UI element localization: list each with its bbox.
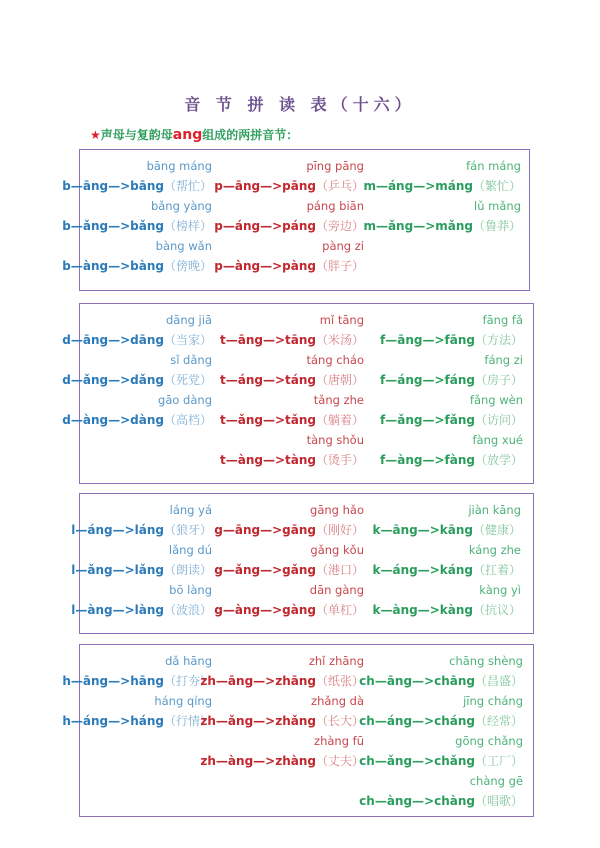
- syllable-column-2: [214, 500, 364, 620]
- syllable-entry: [380, 350, 523, 390]
- pinyin-word: pàng zi: [322, 239, 364, 253]
- spelling-formula: [373, 560, 522, 580]
- formula-text: f—ǎng—>fǎng: [380, 413, 475, 427]
- pinyin-word: zhàng fū: [314, 734, 364, 748]
- formula-text: m—ǎng—>mǎng: [363, 219, 473, 233]
- pinyin-word: zhǐ zhāng: [308, 654, 364, 668]
- pinyin-word: páng biān: [306, 199, 364, 213]
- formula-text: t—àng—>tàng: [219, 453, 316, 467]
- spelling-formula: [220, 330, 364, 350]
- formula-text: b—àng—>bàng: [62, 259, 164, 273]
- spelling-formula: [62, 330, 212, 350]
- syllable-entry: [220, 430, 364, 470]
- syllable-entry: [359, 691, 523, 731]
- chinese-word: （死党）: [163, 373, 212, 387]
- pinyin-word: gǎng kǒu: [310, 543, 364, 557]
- chinese-word: （房子）: [474, 373, 523, 387]
- formula-text: f—áng—>fáng: [380, 373, 475, 387]
- formula-text: h—āng—>hāng: [62, 674, 164, 688]
- chinese-word: （放学）: [474, 453, 523, 467]
- syllable-entry: [71, 540, 212, 580]
- syllable-entry: [62, 236, 212, 276]
- syllable-column-3: [359, 651, 523, 811]
- pinyin-word: káng zhe: [468, 543, 521, 557]
- pinyin-word: sǐ dǎng: [170, 353, 212, 367]
- star-icon: ★: [90, 128, 101, 142]
- chinese-word: （旁边）: [315, 219, 364, 233]
- spelling-formula: [380, 410, 523, 430]
- formula-text: b—ǎng—>bǎng: [62, 219, 164, 233]
- pinyin-word: láng yá: [169, 503, 212, 517]
- syllable-entry: [62, 691, 212, 731]
- syllable-entry: [373, 500, 522, 540]
- pinyin-word: jiàn kāng: [468, 503, 521, 517]
- syllable-entry: [380, 310, 523, 350]
- formula-text: p—àng—>pàng: [214, 259, 316, 273]
- formula-text: k—àng—>kàng: [372, 603, 473, 617]
- pinyin-word: fáng zi: [484, 353, 523, 367]
- spelling-formula: [359, 751, 523, 771]
- chinese-word: （丈夫）: [315, 754, 364, 768]
- chinese-word: （躺着）: [315, 413, 364, 427]
- chinese-word: （波浪）: [163, 603, 212, 617]
- spelling-formula: [214, 176, 364, 196]
- formula-text: ch—àng—>chàng: [359, 794, 475, 808]
- spelling-formula: [214, 520, 364, 540]
- spelling-formula: [62, 410, 212, 430]
- chinese-word: （扛着）: [472, 563, 521, 577]
- syllable-column-3: [380, 310, 523, 470]
- formula-text: l—àng—>làng: [71, 603, 164, 617]
- pinyin-word: mǐ tāng: [319, 313, 364, 327]
- pinyin-word: chāng shèng: [449, 654, 523, 668]
- pinyin-word: fán máng: [466, 159, 521, 173]
- syllable-entry: [363, 156, 521, 196]
- spelling-formula: [363, 176, 521, 196]
- pinyin-word: gōng chǎng: [455, 734, 523, 748]
- pinyin-word: táng cháo: [306, 353, 364, 367]
- syllable-entry: [62, 651, 212, 691]
- syllable-box-1: [62, 149, 530, 291]
- syllable-box-4: [62, 644, 534, 817]
- chinese-word: （行情）: [163, 714, 212, 728]
- spelling-formula: [200, 671, 364, 691]
- syllable-entry: [380, 430, 523, 470]
- syllable-entry: [214, 540, 364, 580]
- spelling-formula: [380, 330, 523, 350]
- spelling-formula: [359, 711, 523, 731]
- spelling-formula: [359, 671, 523, 691]
- chinese-word: （纸张）: [315, 674, 364, 688]
- pinyin-word: lǔ mǎng: [474, 199, 521, 213]
- pinyin-word: bàng wǎn: [155, 239, 212, 253]
- syllable-entry: [359, 651, 523, 691]
- formula-text: t—áng—>táng: [219, 373, 316, 387]
- spelling-formula: [220, 450, 364, 470]
- formula-text: f—āng—>fāng: [380, 333, 475, 347]
- syllable-entry: [200, 691, 364, 731]
- syllable-entry: [200, 651, 364, 691]
- syllable-entry: [214, 196, 364, 236]
- formula-text: d—àng—>dàng: [62, 413, 164, 427]
- spelling-formula: [214, 560, 364, 580]
- chinese-word: （港口）: [315, 563, 364, 577]
- formula-text: g—àng—>gàng: [214, 603, 316, 617]
- formula-text: l—ǎng—>lǎng: [71, 563, 164, 577]
- formula-text: zh—āng—>zhāng: [200, 674, 316, 688]
- syllable-entry: [71, 580, 212, 620]
- pinyin-word: dān gàng: [309, 583, 364, 597]
- syllable-entry: [62, 196, 212, 236]
- pinyin-word: tàng shǒu: [306, 433, 364, 447]
- chinese-word: （刚好）: [315, 523, 364, 537]
- chinese-word: （长大）: [315, 714, 364, 728]
- chinese-word: （访问）: [474, 413, 523, 427]
- spelling-formula: [71, 560, 212, 580]
- spelling-formula: [62, 711, 212, 731]
- syllable-box-3: [71, 493, 534, 634]
- syllable-entry: [62, 310, 212, 350]
- syllable-column-1: [71, 500, 212, 620]
- chinese-word: （当家）: [163, 333, 212, 347]
- pinyin-word: tǎng zhe: [313, 393, 364, 407]
- chinese-word: （方法）: [474, 333, 523, 347]
- chinese-word: （唱歌）: [474, 794, 523, 808]
- chinese-word: （昌盛）: [474, 674, 523, 688]
- heading-text-end: 组成的两拼音节：: [202, 128, 299, 142]
- pinyin-word: pīng pāng: [306, 159, 364, 173]
- formula-text: zh—àng—>zhàng: [200, 754, 316, 768]
- syllable-entry: [214, 580, 364, 620]
- syllable-entry: [359, 731, 523, 771]
- formula-text: t—ǎng—>tǎng: [219, 413, 316, 427]
- formula-text: g—āng—>gāng: [214, 523, 316, 537]
- pinyin-word: fǎng wèn: [469, 393, 523, 407]
- syllable-entry: [71, 500, 212, 540]
- chinese-word: （狼牙）: [163, 523, 212, 537]
- heading-text: 声母与复韵母: [100, 128, 173, 142]
- spelling-formula: [220, 370, 364, 390]
- spelling-formula: [62, 671, 212, 691]
- syllable-entry: [373, 540, 522, 580]
- syllable-column-2: [220, 310, 364, 470]
- formula-text: h—áng—>háng: [62, 714, 164, 728]
- pinyin-word: kàng yì: [479, 583, 521, 597]
- formula-text: ch—áng—>cháng: [359, 714, 475, 728]
- pinyin-word: dāng jiā: [165, 313, 212, 327]
- syllable-entry: [359, 771, 523, 811]
- pinyin-word: bō làng: [169, 583, 212, 597]
- chinese-word: （单杠）: [315, 603, 364, 617]
- section-heading: [90, 126, 298, 143]
- spelling-formula: [62, 216, 212, 236]
- chinese-word: （朗读）: [163, 563, 212, 577]
- spelling-formula: [71, 520, 212, 540]
- page-title: 音 节 拼 读 表（十六）: [184, 95, 416, 114]
- chinese-word: （打夯）: [163, 674, 212, 688]
- chinese-word: （健康）: [472, 523, 521, 537]
- syllable-entry: [214, 500, 364, 540]
- pinyin-word: gāng hǎo: [310, 503, 364, 517]
- formula-text: g—ǎng—>gǎng: [214, 563, 316, 577]
- syllable-column-3: [373, 500, 522, 620]
- spelling-formula: [373, 520, 522, 540]
- pinyin-word: zhǎng dà: [311, 694, 364, 708]
- chinese-word: （乒乓）: [315, 179, 364, 193]
- syllable-entry: [214, 156, 364, 196]
- spelling-formula: [200, 751, 364, 771]
- syllable-column-2: [200, 651, 364, 771]
- spelling-formula: [71, 600, 212, 620]
- spelling-formula: [214, 216, 364, 236]
- chinese-word: （繁忙）: [472, 179, 521, 193]
- pinyin-word: fāng fǎ: [482, 313, 523, 327]
- chinese-word: （鲁莽）: [472, 219, 521, 233]
- pinyin-word: dǎ hāng: [165, 654, 212, 668]
- formula-text: ch—āng—>chāng: [359, 674, 475, 688]
- heading-final: ang: [172, 127, 203, 143]
- syllable-entry: [363, 196, 521, 236]
- chinese-word: （榜样）: [163, 219, 212, 233]
- syllable-column-1: [62, 651, 212, 731]
- formula-text: d—ǎng—>dǎng: [62, 373, 164, 387]
- spelling-formula: [62, 256, 212, 276]
- chinese-word: （傍晚）: [163, 259, 212, 273]
- syllable-entry: [62, 390, 212, 430]
- formula-text: ch—ǎng—>chǎng: [359, 754, 475, 768]
- chinese-word: （经常）: [474, 714, 523, 728]
- spelling-formula: [214, 256, 364, 276]
- spelling-formula: [373, 600, 522, 620]
- spelling-formula: [200, 711, 364, 731]
- syllable-entry: [62, 350, 212, 390]
- syllable-entry: [62, 156, 212, 196]
- spelling-formula: [380, 370, 523, 390]
- spelling-formula: [62, 176, 212, 196]
- chinese-word: （帮忙）: [163, 179, 212, 193]
- chinese-word: （高档）: [163, 413, 212, 427]
- syllable-box-2: [62, 303, 534, 484]
- formula-text: f—àng—>fàng: [380, 453, 475, 467]
- syllable-column-2: [214, 156, 364, 276]
- formula-text: d—āng—>dāng: [62, 333, 164, 347]
- pinyin-word: gāo dàng: [158, 393, 212, 407]
- syllable-entry: [373, 580, 522, 620]
- syllable-column-3: [363, 156, 521, 236]
- syllable-entry: [200, 731, 364, 771]
- syllable-entry: [214, 236, 364, 276]
- syllable-column-1: [62, 156, 212, 276]
- pinyin-word: jīng cháng: [463, 694, 523, 708]
- chinese-word: （抗议）: [472, 603, 521, 617]
- pinyin-word: háng qíng: [154, 694, 212, 708]
- pinyin-word: lǎng dú: [168, 543, 212, 557]
- formula-text: zh—ǎng—>zhǎng: [200, 714, 316, 728]
- syllable-entry: [380, 390, 523, 430]
- syllable-entry: [220, 310, 364, 350]
- formula-text: t—āng—>tāng: [219, 333, 316, 347]
- formula-text: p—áng—>páng: [214, 219, 316, 233]
- syllable-entry: [220, 350, 364, 390]
- formula-text: m—áng—>máng: [363, 179, 473, 193]
- spelling-formula: [380, 450, 523, 470]
- chinese-word: （胖子）: [315, 259, 364, 273]
- spelling-formula: [220, 410, 364, 430]
- pinyin-word: fàng xué: [472, 433, 523, 447]
- syllable-column-1: [62, 310, 212, 430]
- spelling-formula: [359, 791, 523, 811]
- formula-text: b—āng—>bāng: [62, 179, 164, 193]
- formula-text: k—áng—>káng: [372, 563, 473, 577]
- spelling-formula: [363, 216, 521, 236]
- spelling-formula: [214, 600, 364, 620]
- chinese-word: （烫手）: [315, 453, 364, 467]
- formula-text: l—áng—>láng: [71, 523, 164, 537]
- formula-text: p—āng—>pāng: [214, 179, 316, 193]
- syllable-entry: [220, 390, 364, 430]
- pinyin-word: chàng gē: [469, 774, 523, 788]
- pinyin-word: bǎng yàng: [150, 199, 212, 213]
- pinyin-word: bāng máng: [146, 159, 212, 173]
- formula-text: k—āng—>kāng: [372, 523, 473, 537]
- chinese-word: （唐朝）: [315, 373, 364, 387]
- chinese-word: （米汤）: [315, 333, 364, 347]
- spelling-formula: [62, 370, 212, 390]
- chinese-word: （工厂）: [474, 754, 523, 768]
